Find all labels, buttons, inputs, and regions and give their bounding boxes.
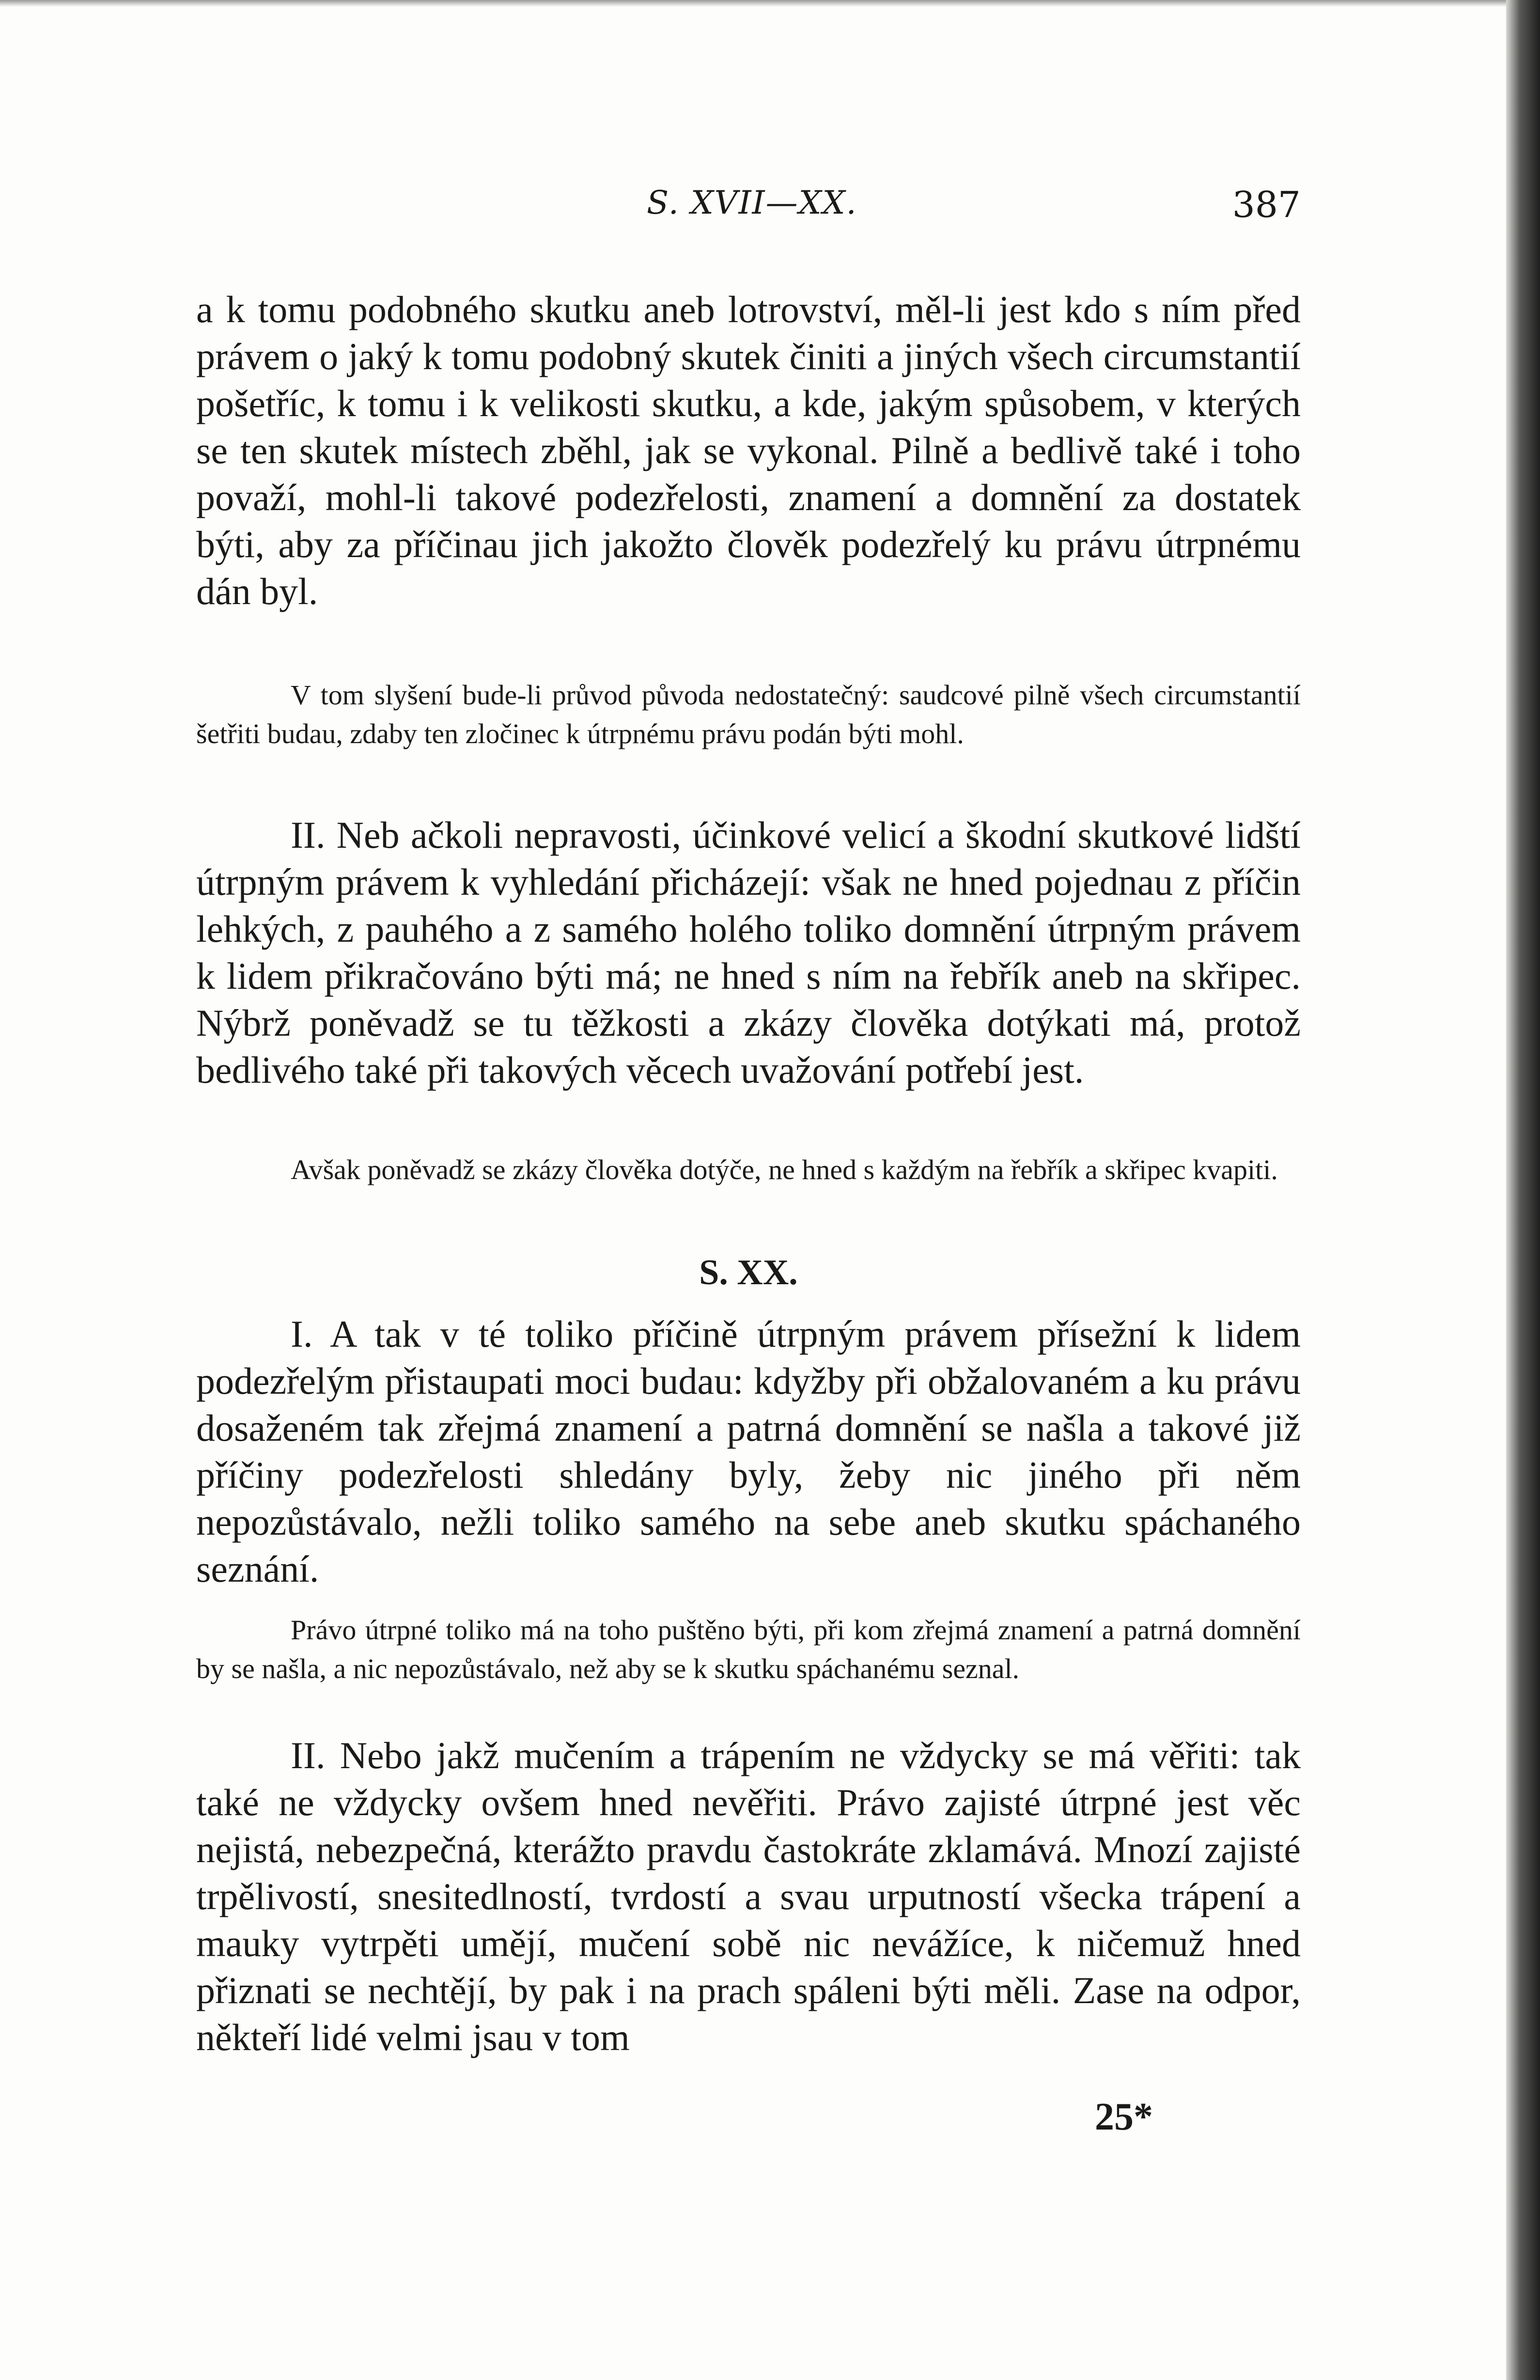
paragraph-1-block (196, 286, 1301, 615)
paragraph-2-block (196, 811, 1301, 1093)
note-2-block (196, 1151, 1301, 1189)
page-top-edge (0, 0, 1540, 7)
section-heading-block (196, 1252, 1301, 1293)
paragraph-4: II. Nebo jakž mučením a trápením ne vždycky se má věřiti: tak také ne vždycky ovšem hned nevěřiti. Právo zajisté útrpné jest věc nejistá, nebezpečná, kterážto pravdu častokráte zklamává. Mnozí zajisté trpělivostí, snesitedlností, tvrdostí a svau urputností všecka trápení a mauky vytrpěti umějí, mučení sobě nic nevážíce, k ničemuž hned přiznati se nechtějí, by pak i na prach spáleni býti měli. Zase na odpor, někteří lidé velmi jsau v tom (196, 1734, 1301, 2058)
footnote-3: Právo útrpné toliko má na toho puštěno býti, při kom zřejmá znamení a patrná domnění by se našla, a nic nepozůstávalo, než aby se k skutku spáchanému seznal. (196, 1614, 1301, 1684)
signature-mark: 25* (1095, 2096, 1153, 2138)
page-number: 387 (1232, 184, 1301, 226)
paragraph-3-block (196, 1310, 1301, 1592)
footnote-2: Avšak poněvadž se zkázy člověka dotýče, ne hned s každým na řebřík a skřipec kvapiti. (291, 1154, 1278, 1185)
paragraph-1: a k tomu podobného skutku aneb lotrovství, měl-li jest kdo s ním před právem o jaký k tomu podobný skutek činiti a jiných všech circumstantií pošetříc, k tomu i k velikosti skutku, a kde, jakým spůsobem, v kterých se ten skutek místech zběhl, jak se vykonal. Pilně a bedlivě také i toho považí, mohl-li takové podezřelosti, znamení a domnění za dostatek býti, aby za příčinau jich jakožto člověk podezřelý ku právu útrpnému dán byl. (196, 288, 1301, 612)
note-3-block (196, 1611, 1301, 1688)
running-head-title: S. XVII—XX. (647, 184, 857, 221)
section-heading: S. XX. (699, 1253, 798, 1292)
footnote-1: V tom slyšení bude-li průvod původa nedostatečný: saudcové pilně všech circumstantií šetřiti budau, zdaby ten zločinec k útrpnému právu podán býti mohl. (196, 679, 1301, 749)
paragraph-2: II. Neb ačkoli nepravosti, účinkové velicí a škodní skutkové lidští útrpným právem k vyhledání přicházejí: však ne hned pojednau z příčin lehkých, z pauhého a z samého holého toliko domnění útrpným právem k lidem přikračováno býti má; ne hned s ním na řebřík aneb na skřipec. Nýbrž poněvadž se tu těžkosti a zkázy člověka dotýkati má, protož bedlivého také při takových věcech uvažování potřebí jest. (196, 814, 1301, 1091)
paragraph-3: I. A tak v té toliko příčině útrpným právem přísežní k lidem podezřelým přistaupati moci budau: kdyžby při obžalovaném a ku právu dosaženém tak zřejmá znamení a patrná domnění se našla a takové již příčiny podezřelosti shledány byly, žeby nic jiného při něm nepozůstávalo, nežli toliko samého na sebe aneb skutku spáchaného seznání. (196, 1313, 1301, 1590)
paragraph-4-block (196, 1732, 1301, 2061)
page-binding-edge (1506, 0, 1540, 2380)
running-head (196, 184, 1301, 237)
note-1-block (196, 676, 1301, 753)
